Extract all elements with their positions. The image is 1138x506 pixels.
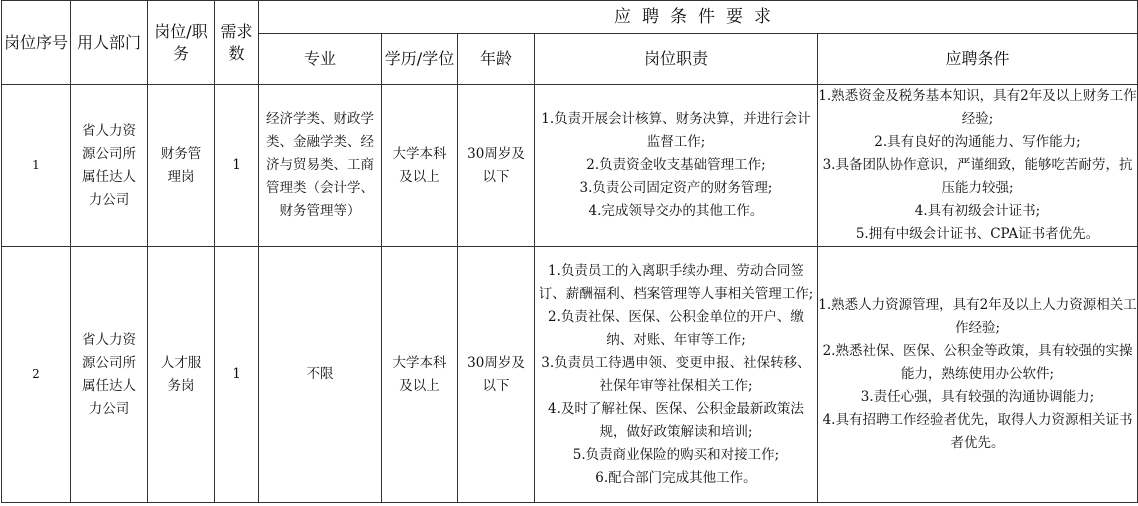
header-duties: 岗位职责 [535,34,818,85]
condition-item: 4.具有招聘工作经验者优先，取得人力资源相关证书者优先。 [822,412,1133,451]
header-requirements-group: 应聘条件要求 [259,1,1138,34]
duty-item: 6.配合部门完成其他工作。 [595,469,757,486]
table-row [2,247,1138,503]
header-seq: 岗位序号 [2,1,71,85]
cell-post: 人才服务岗 [148,247,215,503]
cell-dept: 省人力资源公司所属任达人力公司 [71,247,148,503]
cell-dept: 省人力资源公司所属任达人力公司 [71,85,148,247]
cell-count: 1 [215,247,259,503]
header-age: 年龄 [458,34,535,85]
condition-item: 3.责任心强，具有较强的沟通协调能力; [860,389,1095,405]
cell-seq: 1 [2,85,71,247]
duty-item: 2.负责社保、医保、公积金单位的开户、缴纳、对账、年审等工作; [548,308,804,348]
duty-item: 1.负责员工的入离职手续办理、劳动合同签订、薪酬福利、档案管理等人事相关管理工作; [538,262,814,302]
header-post: 岗位/职务 [148,1,215,85]
duty-item: 2.负责资金收支基础管理工作; [586,157,766,173]
cell-education: 大学本科及以上 [382,247,458,503]
cell-post: 财务管理岗 [148,85,215,247]
condition-item: 1.熟悉人力资源管理，具有2年及以上人力资源相关工作经验; [818,297,1137,336]
table-row [2,85,1138,247]
recruitment-table [1,0,1138,503]
condition-item: 3.具备团队协作意识，严谨细致，能够吃苦耐劳，抗压能力较强; [822,157,1133,196]
header-count: 需求数 [215,1,259,85]
duty-item: 5.负责商业保险的购买和对接工作; [572,446,780,463]
condition-item: 2.具有良好的沟通能力、写作能力; [874,134,1081,150]
duty-item: 3.负责员工待遇申领、变更申报、社保转移、社保年审等社保相关工作; [541,354,811,394]
header-conditions: 应聘条件 [818,34,1138,85]
condition-item: 5.拥有中级会计证书、CPA证书者优先。 [855,226,1100,242]
cell-conditions [818,247,1138,503]
duty-item: 1.负责开展会计核算、财务决算，并进行会计监督工作; [541,111,811,150]
cell-age: 30周岁及以下 [458,85,535,247]
cell-seq: 2 [2,247,71,503]
header-education: 学历/学位 [382,34,458,85]
cell-age: 30周岁及以下 [458,247,535,503]
cell-conditions [818,85,1138,247]
cell-major: 经济学类、财政学类、金融学类、经济与贸易类、工商管理类（会计学、财务管理等） [259,85,382,247]
header-row [2,1,1138,34]
duty-item: 4.完成领导交办的其他工作。 [588,203,764,219]
duty-item: 4.及时了解社保、医保、公积金最新政策法规，做好政策解读和培训; [548,400,804,440]
header-dept: 用人部门 [71,1,148,85]
condition-item: 4.具有初级会计证书; [914,203,1041,219]
condition-item: 1.熟悉资金及税务基本知识，具有2年及以上财务工作经验; [818,88,1137,127]
cell-count: 1 [215,85,259,247]
condition-item: 2.熟悉社保、医保、公积金等政策，具有较强的实操能力，熟练使用办公软件; [822,343,1133,382]
duty-item: 3.负责公司固定资产的财务管理; [579,180,773,196]
cell-duties [535,247,818,503]
cell-major: 不限 [259,247,382,503]
cell-education: 大学本科及以上 [382,85,458,247]
header-major: 专业 [259,34,382,85]
cell-duties [535,85,818,247]
